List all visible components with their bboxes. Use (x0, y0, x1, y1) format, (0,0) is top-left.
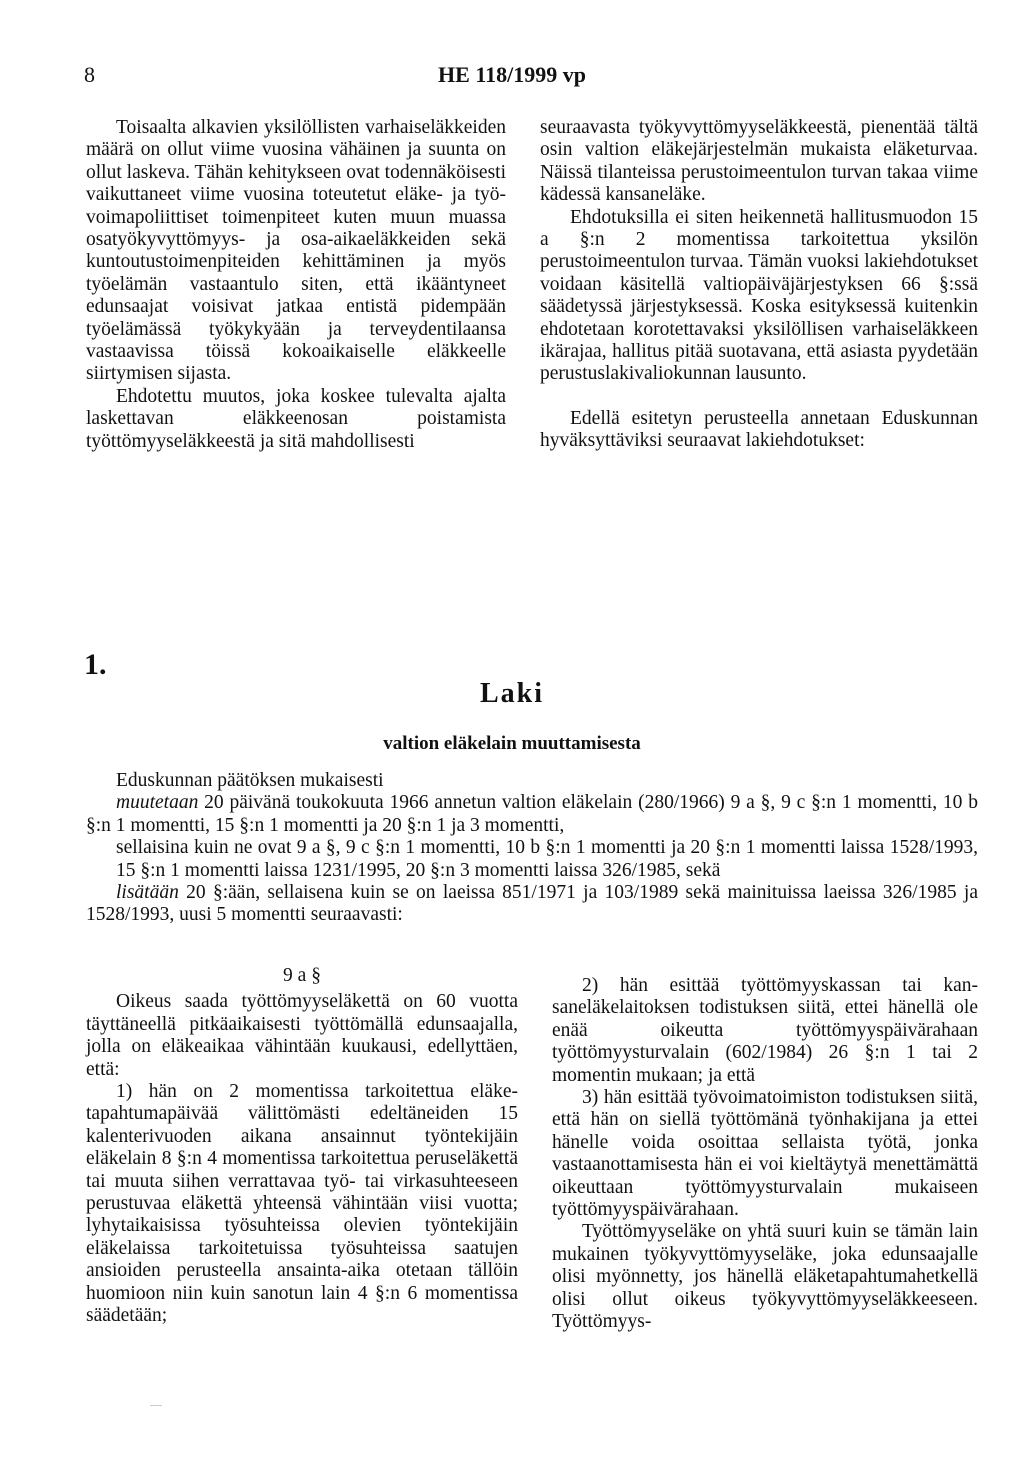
section-left-column (86, 965, 518, 1328)
top-right-column (540, 117, 978, 453)
paragraph: seuraavasta työkyvyttömyyseläkkeestä, pienentää tältä osin valtion eläkejärjestelmän mukaista eläketurvaa. Näissä tilanteissa perustoimeentulon turvan takaa viime kädessä kansaneläke. (540, 117, 978, 206)
amend-keyword: muutetaan (116, 792, 199, 814)
law-title: Laki (479, 678, 545, 709)
paragraph: 2) hän esittää työttömyyskassan tai kansaneläkelaitoksen todistuksen siitä, ettei hänellä ole enää oikeutta työttömyyspäivärahaan työttömyysturvalain (602/1984) 26 §:n 1 tai 2 momentin mukaan; ja että (552, 975, 978, 1086)
paragraph: Edellä esitetyn perusteella annetaan Eduskunnan hyväksyttäviksi seuraavat lakiehdotukset: (540, 407, 978, 452)
paragraph: 1) hän on 2 momentissa tarkoitettua eläketapahtumapäivää välittömästi edeltäneiden 15 kalenterivuoden aikana ansainnut työntekijäin eläkelain 8 §:n 4 momentissa tarkoitettua peruseläkettä tai muuta siihen verrattavaa työ- tai virkasuhteeseen perustuvaa eläkettä yhteensä vähintään viisi vuotta; lyhytaikaisissa työsuhteissa olevien työntekijäin eläkelaissa tarkoitetuissa työsuhteissa saatujen ansioiden perusteella ansainta-aika otetaan tällöin huomioon niin kuin sanotun lain 4 §:n 6 momentissa säädetään; (86, 1081, 518, 1327)
paragraph: Oikeus saada työttömyyseläkettä on 60 vuotta täyttäneellä pitkäaikaisesti työttömällä edunsaajalla, jolla on eläkeaikaa vähintään kuukausi, edellyttäen, että: (86, 991, 518, 1080)
amend-subclause: sellaisina kuin ne ovat 9 a §, 9 c §:n 1 momentti, 10 b §:n 1 momentti ja 20 §:n 1 momentti laissa 1528/1993, 15 §:n 1 momentti laissa 1231/1995, 20 §:n 3 momentti laissa 326/1985, sekä (116, 837, 978, 881)
scan-mark (150, 1405, 162, 1406)
amend-text: 20 päivänä toukokuuta 1966 annetun valtion eläkelain (280/1966) 9 a §, 9 c §:n 1 momentti, 10 b §:n 1 momentti, 15 §:n 1 momentti ja 20 §:n 1 ja 3 momentti, (86, 792, 978, 836)
section-right-column (552, 975, 978, 1334)
paragraph: Työttömyyseläke on yhtä suuri kuin se tämän lain mukainen työkyvyttömyyseläke, joka edunsaajalle olisi myönnetty, jos hänellä eläketapahtumahetkellä olisi ollut oikeus työkyvyttömyyseläkkeeseen. Työttömyys- (552, 1221, 978, 1333)
law-number: 1. (84, 648, 107, 681)
paragraph: Ehdotuksilla ei siten heikennetä hallitusmuodon 15 a §:n 2 momentissa tarkoitettua yksilön perustoimeentulon turvaa. Tämän vuoksi lakiehdotukset voidaan käsitellä valtiopäiväjärjestyksen 66 §:ssä säädetyssä järjestyksessä. Koska esityksessä kuitenkin ehdotetaan korotettavaksi yksilöllisen varhaiseläkkeen ikärajaa, hallitus pitää suotavana, että asiasta pyydetään perustuslakivaliokunnan lausunto. (540, 206, 978, 385)
section-heading: 9 a § (283, 965, 321, 986)
paragraph: Ehdotettu muutos, joka koskee tulevalta ajalta laskettavan eläkkeenosan poistamista työttömyyseläkkeestä ja sitä mahdollisesti (86, 385, 506, 452)
paragraph: Toisaalta alkavien yksilöllisten varhaiseläkkeiden määrä on ollut viime vuosina vähäinen ja suunta on ollut laskeva. Tähän kehitykseen ovat todennäköisesti vaikuttaneet viime vuosina toteutetut eläke- ja työvoimapoliittiset toimenpiteet kuten muun muassa osatyökyvyttömyys- ja osa-aikaeläkkeiden sekä kuntoutustoimenpiteiden kehittäminen ja myös työelämän vastaantulo siten, että ikääntyneet edunsaajat voisivat jatkaa entistä pidempään työelämässä työkykyään ja terveydentilaansa vastaavissa töissä kokoaikaiselle eläkkeelle siirtymisen sijasta. (86, 117, 506, 385)
add-clause (86, 882, 978, 927)
add-keyword: lisätään (116, 882, 179, 904)
amend-clause (86, 792, 978, 837)
top-left-column (86, 117, 506, 453)
law-introduction (86, 770, 978, 927)
page-number: 8 (84, 62, 95, 87)
document-header: HE 118/1999 vp (438, 62, 586, 87)
enactment-clause: Eduskunnan päätöksen mukaisesti (116, 770, 384, 791)
paragraph: 3) hän esittää työvoimatoimiston todistuksen siitä, että hän on siellä työttömänä työnhakijana ja ettei hänelle voida osoittaa sellaista työtä, jonka vastaanottamisesta hän ei voi kieltäytyä menettämättä oikeuttaan työttömyysturvalain mukaiseen työttömyyspäivärahaan. (552, 1087, 978, 1221)
add-text: 20 §:ään, sellaisena kuin se on laeissa 851/1971 ja 103/1989 sekä mainituissa laeissa 326/1985 ja 1528/1993, uusi 5 momentti seuraavasti: (86, 882, 978, 926)
law-subtitle: valtion eläkelain muuttamisesta (383, 733, 641, 754)
